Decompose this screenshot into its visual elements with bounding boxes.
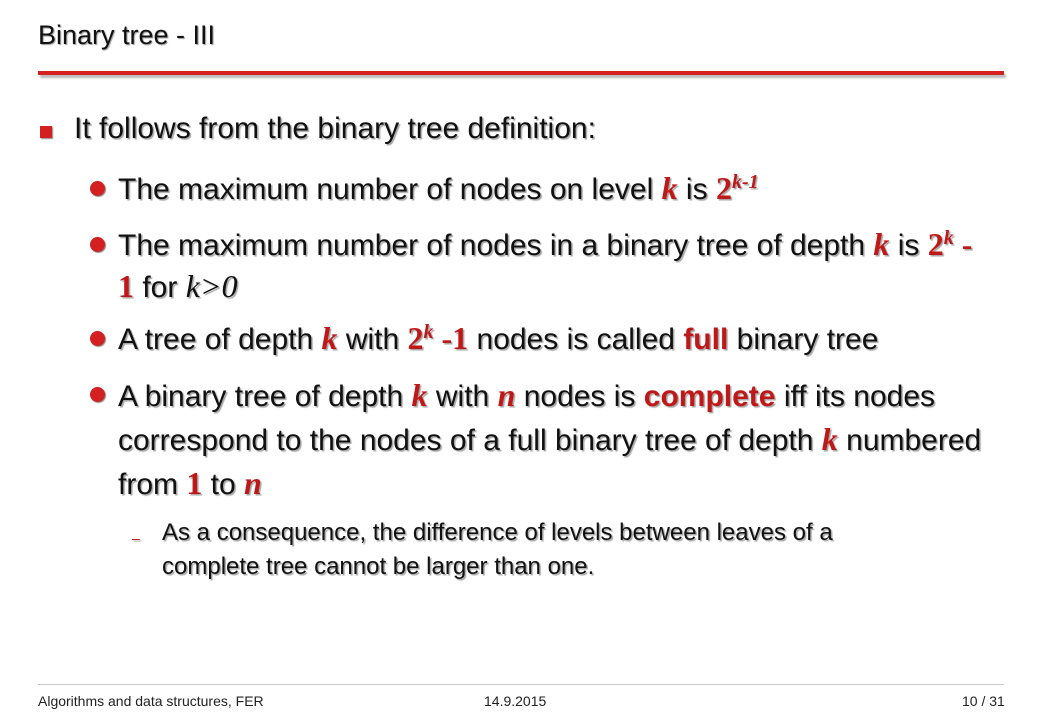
b2-condition: k>0 [185, 268, 238, 304]
b2-text3: for [134, 271, 186, 304]
slide-title: Binary tree - III [38, 20, 216, 50]
square-bullet-icon [40, 126, 52, 138]
b4-text1: A binary tree of depth [118, 380, 412, 413]
b4-var-k: k [411, 377, 428, 413]
b4-text4: iff its nodes correspond to the nodes of a full binary tree of depth [118, 380, 936, 457]
b3-text4: binary tree [728, 323, 879, 356]
sub-text: As a consequence, the difference of levels between leaves of a complete tree cannot be larger than one. [162, 519, 833, 580]
b4-text2: with [427, 380, 498, 413]
b3-var-k: k [321, 320, 338, 356]
b1-text2: is [677, 173, 716, 206]
title-underline [38, 71, 1004, 75]
footer-page-number: 10 / 31 [962, 693, 1005, 709]
b3-text3: nodes is called [468, 323, 684, 356]
b2-exponent: k [943, 227, 954, 249]
b4-var-k2: k [821, 421, 838, 457]
b2-one: 1 [118, 268, 134, 304]
b3-exponent: k [423, 321, 434, 343]
b4-text5: numbered from [118, 424, 982, 501]
round-bullet-icon [90, 181, 105, 196]
round-bullet-icon [90, 387, 105, 402]
b4-complete: complete [643, 380, 776, 413]
footer-date: 14.9.2015 [484, 693, 547, 709]
b1-text1: The maximum number of nodes on level [118, 173, 662, 206]
b4-text6: to [202, 468, 245, 501]
footer-divider [38, 684, 1004, 685]
footer-course: Algorithms and data structures, FER [38, 693, 264, 709]
b3-minus: -1 [433, 320, 469, 356]
b3-full: full [683, 323, 729, 356]
b3-base: 2 [407, 320, 424, 356]
b3-text2: with [337, 323, 408, 356]
b4-var-n: n [497, 377, 516, 413]
b1-base: 2 [715, 170, 732, 206]
intro-text: It follows from the binary tree definition: [74, 112, 596, 145]
b2-minus: - [953, 226, 973, 262]
b2-base: 2 [927, 226, 944, 262]
round-bullet-icon [90, 331, 105, 346]
b2-text1: The maximum number of nodes in a binary tree of depth [118, 229, 874, 262]
b2-text2: is [889, 229, 928, 262]
dash-bullet-icon: – [132, 530, 140, 546]
b2-var-k: k [873, 226, 890, 262]
b4-var-n2: n [244, 465, 262, 501]
round-bullet-icon [90, 237, 105, 252]
b4-text3: nodes is [515, 380, 644, 413]
b1-exponent: k-1 [731, 171, 759, 193]
b3-text1: A tree of depth [118, 323, 322, 356]
b1-var-k: k [661, 170, 678, 206]
b4-one: 1 [186, 465, 203, 501]
